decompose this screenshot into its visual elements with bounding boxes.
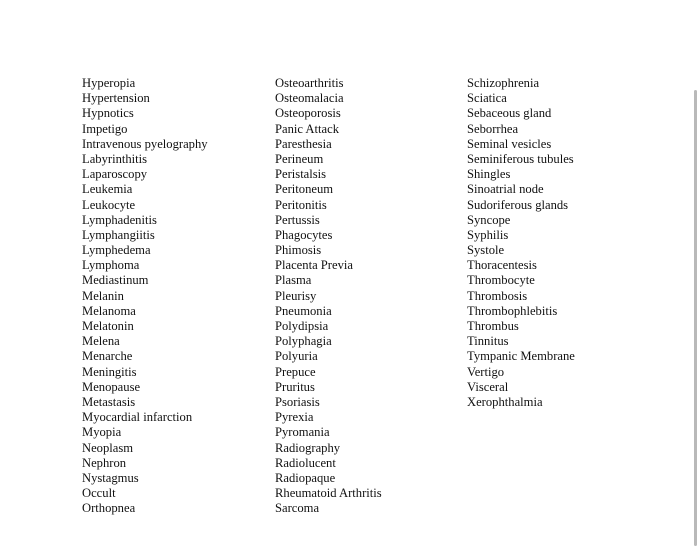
- term-item: Hyperopia: [82, 76, 136, 90]
- term-item: Peristalsis: [275, 167, 327, 182]
- term-item: Pertussis: [275, 212, 320, 227]
- term-item: Pruritus: [275, 379, 315, 394]
- term-item: Leukocyte: [82, 197, 136, 212]
- term-item: Melatonin: [82, 319, 134, 333]
- term-item: Radiography: [275, 440, 341, 455]
- term-item: Visceral: [467, 379, 509, 394]
- term-item: Thrombophlebitis: [467, 303, 558, 318]
- term-item: Occult: [82, 486, 116, 501]
- term-item: Nystagmus: [82, 470, 139, 485]
- term-item: Sudoriferous glands: [467, 197, 569, 212]
- term-item: Psoriasis: [275, 394, 320, 409]
- term-item: Thrombus: [467, 319, 519, 333]
- term-item: Melena: [82, 334, 120, 349]
- term-item: Osteoarthritis: [275, 76, 344, 90]
- term-item: Leukemia: [82, 182, 133, 197]
- term-item: Thrombocyte: [467, 273, 535, 288]
- term-item: Neoplasm: [82, 440, 134, 455]
- term-item: Lymphedema: [82, 243, 151, 258]
- term-item: Polydipsia: [275, 319, 329, 333]
- term-item: Orthopnea: [82, 501, 136, 516]
- term-item: Panic Attack: [275, 121, 340, 136]
- term-item: Seminal vesicles: [467, 136, 552, 151]
- term-item: Peritoneum: [275, 182, 334, 197]
- term-item: Nephron: [82, 455, 127, 470]
- term-item: Meningitis: [82, 364, 137, 379]
- term-item: Metastasis: [82, 394, 136, 409]
- vertical-scrollbar[interactable]: [694, 90, 697, 546]
- term-item: Phagocytes: [275, 227, 333, 242]
- term-item: Pyrexia: [275, 410, 314, 425]
- term-item: Vertigo: [467, 364, 505, 379]
- term-item: Sinoatrial node: [467, 182, 544, 197]
- term-item: Lymphoma: [82, 258, 140, 273]
- term-item: Xerophthalmia: [467, 394, 543, 409]
- term-item: Syncope: [467, 212, 511, 227]
- term-item: Seminiferous tubules: [467, 151, 574, 166]
- term-item: Tympanic Membrane: [467, 349, 575, 364]
- term-item: Polyuria: [275, 349, 318, 364]
- term-item: Pleurisy: [275, 288, 317, 303]
- term-item: Intravenous pyelography: [82, 136, 208, 151]
- term-item: Impetigo: [82, 121, 128, 136]
- term-item: Myocardial infarction: [82, 410, 193, 425]
- term-item: Laparoscopy: [82, 167, 148, 182]
- term-item: Osteomalacia: [275, 91, 344, 106]
- term-item: Menarche: [82, 349, 133, 364]
- term-column-1: [82, 76, 208, 516]
- term-item: Schizophrenia: [467, 76, 540, 90]
- term-item: Thoracentesis: [467, 258, 537, 273]
- term-item: Osteoporosis: [275, 106, 341, 121]
- term-item: Lymphangiitis: [82, 227, 155, 242]
- term-item: Seborrhea: [467, 121, 519, 136]
- term-item: Melanoma: [82, 303, 136, 318]
- term-item: Phimosis: [275, 243, 322, 258]
- term-item: Lymphadenitis: [82, 212, 157, 227]
- term-item: Labyrinthitis: [82, 151, 148, 166]
- term-item: Radiopaque: [275, 470, 336, 485]
- term-item: Paresthesia: [275, 136, 332, 151]
- term-item: Prepuce: [275, 364, 316, 379]
- term-item: Placenta Previa: [275, 258, 353, 273]
- term-item: Plasma: [275, 273, 312, 288]
- term-column-3: [467, 76, 575, 410]
- term-column-2: [275, 76, 382, 516]
- term-item: Sebaceous gland: [467, 106, 552, 121]
- term-item: Melanin: [82, 288, 124, 303]
- term-item: Myopia: [82, 425, 122, 440]
- term-item: Hypnotics: [82, 106, 134, 121]
- term-item: Menopause: [82, 379, 141, 394]
- term-item: Systole: [467, 243, 505, 258]
- term-item: Tinnitus: [467, 334, 509, 349]
- term-item: Sciatica: [467, 91, 507, 106]
- term-item: Radiolucent: [275, 455, 336, 470]
- term-item: Peritonitis: [275, 197, 327, 212]
- term-item: Mediastinum: [82, 273, 149, 288]
- term-item: Shingles: [467, 167, 511, 182]
- term-item: Perineum: [275, 151, 324, 166]
- term-item: Pyromania: [275, 425, 330, 440]
- term-item: Pneumonia: [275, 303, 332, 318]
- term-item: Syphilis: [467, 227, 509, 242]
- term-item: Sarcoma: [275, 501, 320, 516]
- term-item: Polyphagia: [275, 334, 332, 349]
- term-item: Rheumatoid Arthritis: [275, 486, 382, 501]
- term-item: Thrombosis: [467, 288, 528, 303]
- term-item: Hypertension: [82, 91, 150, 106]
